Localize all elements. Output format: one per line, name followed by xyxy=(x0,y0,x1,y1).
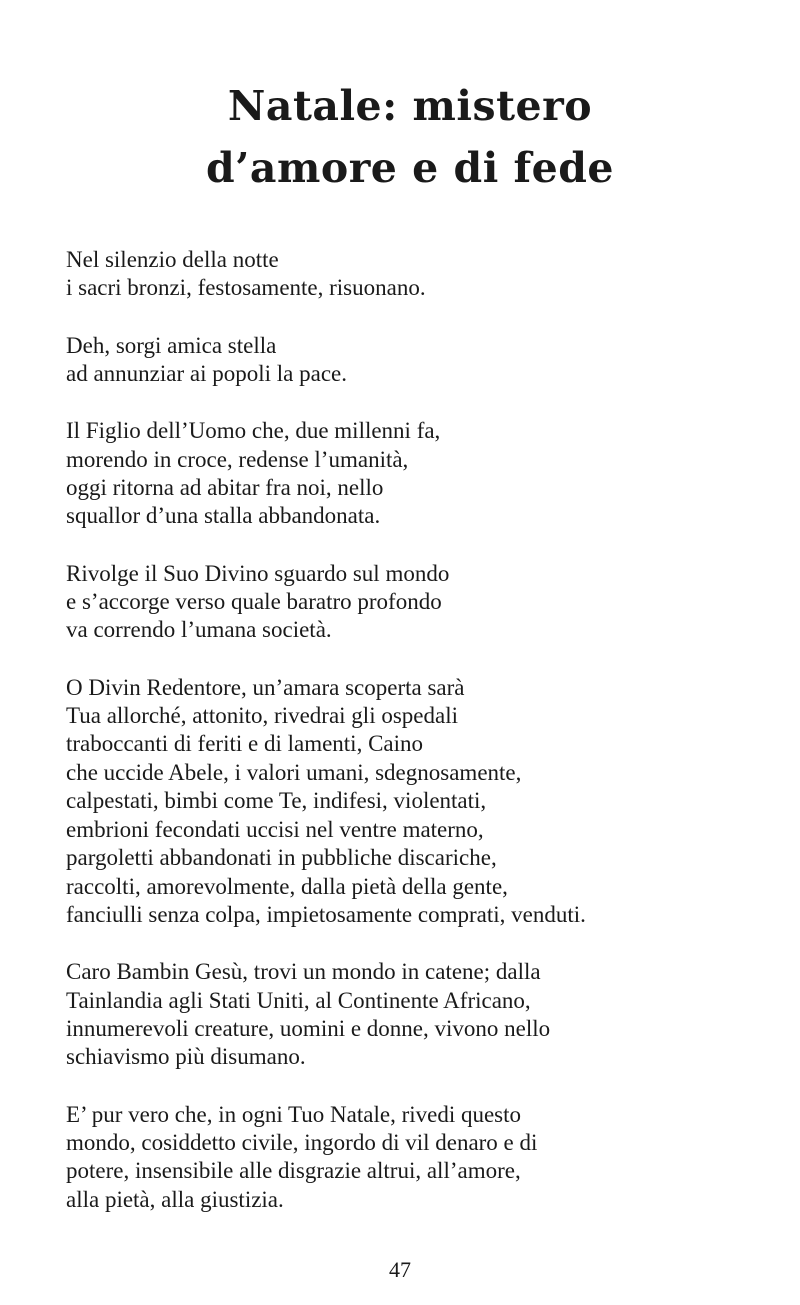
title-line-1: Natale: mistero xyxy=(227,82,593,131)
poem-line: squallor d’una stalla abbandonata. xyxy=(66,503,381,529)
poem-line: traboccanti di feriti e di lamenti, Caino xyxy=(66,731,424,757)
poem-line: O Divin Redentore, un’amara scoperta sarà xyxy=(66,674,465,700)
poem-line: innumerevoli creature, uomini e donne, vivono nello xyxy=(66,1015,551,1041)
poem-line: E’ pur vero che, in ogni Tuo Natale, rivedi questo xyxy=(66,1101,522,1127)
poem-line: mondo, cosiddetto civile, ingordo di vil denaro e di xyxy=(66,1129,538,1155)
poem-line: Rivolge il Suo Divino sguardo sul mondo xyxy=(66,560,450,586)
poem-line: Il Figlio dell’Uomo che, due millenni fa, xyxy=(66,418,441,444)
stanza xyxy=(66,958,766,1072)
poem-line: Nel silenzio della notte xyxy=(66,247,279,272)
poem-line: raccolti, amorevolmente, dalla pietà della gente, xyxy=(66,873,508,899)
poem-line: calpestati, bimbi come Te, indifesi, violentati, xyxy=(66,788,487,814)
poem-line: Tainlandia agli Stati Uniti, al Continente Africano, xyxy=(66,987,531,1013)
poem-body xyxy=(66,246,766,1243)
poem-line: oggi ritorna ad abitar fra noi, nello xyxy=(66,475,384,501)
title-line-2: d’amore e di fede xyxy=(205,144,615,193)
stanza xyxy=(66,417,766,531)
poem-line: ad annunziar ai popoli la pace. xyxy=(66,361,347,387)
poem-line: Tua allorché, attonito, rivedrai gli ospedali xyxy=(66,703,458,729)
poem-line: e s’accorge verso quale baratro profondo xyxy=(66,589,442,615)
poem-line: morendo in croce, redense l’umanità, xyxy=(66,446,409,472)
poem-line: che uccide Abele, i valori umani, sdegnosamente, xyxy=(66,759,522,785)
stanza xyxy=(66,560,766,645)
stanza xyxy=(66,246,766,303)
poem-line: va correndo l’umana società. xyxy=(66,617,332,643)
page-title xyxy=(150,75,670,199)
poem-line: fanciulli senza colpa, impietosamente comprati, venduti. xyxy=(66,901,586,927)
poem-line: schiavismo più disumano. xyxy=(66,1044,306,1070)
stanza xyxy=(66,674,766,930)
poem-line: Caro Bambin Gesù, trovi un mondo in catene; dalla xyxy=(66,959,541,985)
poem-line: pargoletti abbandonati in pubbliche discariche, xyxy=(66,845,497,871)
poem-line: embrioni fecondati uccisi nel ventre materno, xyxy=(66,816,484,842)
stanza xyxy=(66,332,766,389)
poem-line: i sacri bronzi, festosamente, risuonano. xyxy=(66,275,426,301)
page-number: 47 xyxy=(389,1257,411,1282)
stanza xyxy=(66,1101,766,1215)
poem-line: Deh, sorgi amica stella xyxy=(66,332,277,358)
poem-line: potere, insensibile alle disgrazie altrui, all’amore, xyxy=(66,1158,521,1184)
poem-line: alla pietà, alla giustizia. xyxy=(66,1186,284,1212)
